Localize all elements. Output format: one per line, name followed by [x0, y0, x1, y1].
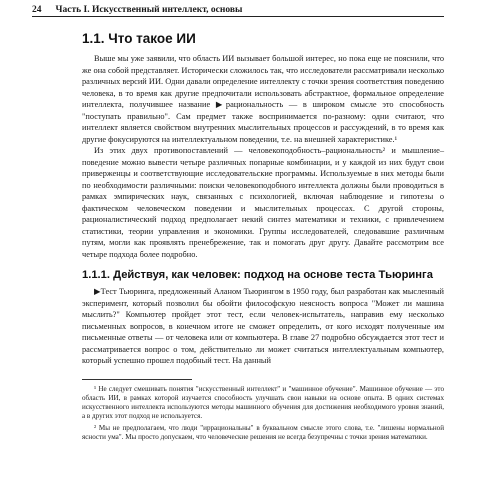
paragraph: Из этих двух противопоставлений — человекоподобность–рациональность² и мышление–поведение можно вывести четыре различных попарные комбинации, и у каждой из них будут свои приверженцы и соответствующие исследовательские программы. Используемые в них методы были по необходимости различными: поиски человекоподобного интеллекта должны были проводиться в рамках эмпирических наук, связанных с психологией, включая наблюдение и гипотезы о фактическом человеческом поведении и мыслительных процессах. С другой стороны, рационалистический подход предполагает некий синтез математики и техники, с привлечением статистики, теории управления и экономики. Группы исследователей, следовавшие различным путям, могли как проявлять пренебрежение, так и помогать друг другу. Давайте рассмотрим все четыре подхода более подробно.	[82, 146, 444, 259]
footnote: ¹ Не следует смешивать понятия "искусственный интеллект" и "машинное обучение". Машинное обучение — это область ИИ, в рамках которой изучается способность улучшать свои навыки на основе опыта. В одних системах искусственного интеллекта используются методы машинного обучения для достижения необходимого уровня знаний, а в других этот подход не используется.	[82, 384, 444, 421]
paragraph: Выше мы уже заявили, что область ИИ вызывает большой интерес, но пока еще не пояснили, что же она собой представляет. Исторически сложилось так, что исследователи рассматривали несколько различных версий ИИ. Одни давали определение интеллекту с точки зрения соответствия поведению человека, в то время как другие предпочитали использовать абстрактное, формальное определение интеллекта, получившее название ▶рациональность — в широком смысле это способность "поступать правильно". Сам предмет также воспринимается по-разному: одни считают, что интеллект является свойством внутренних мыслительных процессов и рассуждений, в то время как другие фокусируются на интеллектуальном поведении, т.е. на внешней характеристике.¹	[82, 54, 444, 144]
book-page	[0, 2, 500, 502]
subsection-title: 1.1.1. Действуя, как человек: подход на основе теста Тьюринга	[82, 269, 433, 281]
footnote-rule	[82, 379, 192, 380]
section-title: 1.1. Что такое ИИ	[82, 31, 196, 46]
page-number: 24	[32, 5, 42, 15]
chapter-title: Часть I. Искусственный интеллект, основы	[55, 5, 243, 15]
footnotes	[82, 379, 444, 443]
paragraph: ▶Тест Тьюринга, предложенный Аланом Тьюрингом в 1950 году, был разработан как мысленный эксперимент, который позволил бы обойти философскую неясность вопроса "Может ли машина мыслить?" Компьютер пройдет этот тест, если человек-испытатель, направив ему несколько письменных вопросов, в конечном итоге не сможет определить, от кого исходят полученные им письменные ответы — от человека или от компьютера. В главе 27 подробно обсуждается этот тест и рассматривается вопрос о том, действительно ли может считаться интеллектуальным компьютер, который успешно прошел подобный тест. На данный	[82, 287, 444, 365]
running-head	[32, 2, 444, 17]
footnote: ² Мы не предполагаем, что люди "иррациональны" в буквальном смысле этого слова, т.е. "лишены нормальной ясности ума". Мы просто допускаем, что человеческие решения не всегда безупречны с точки зрения математики.	[82, 423, 444, 441]
